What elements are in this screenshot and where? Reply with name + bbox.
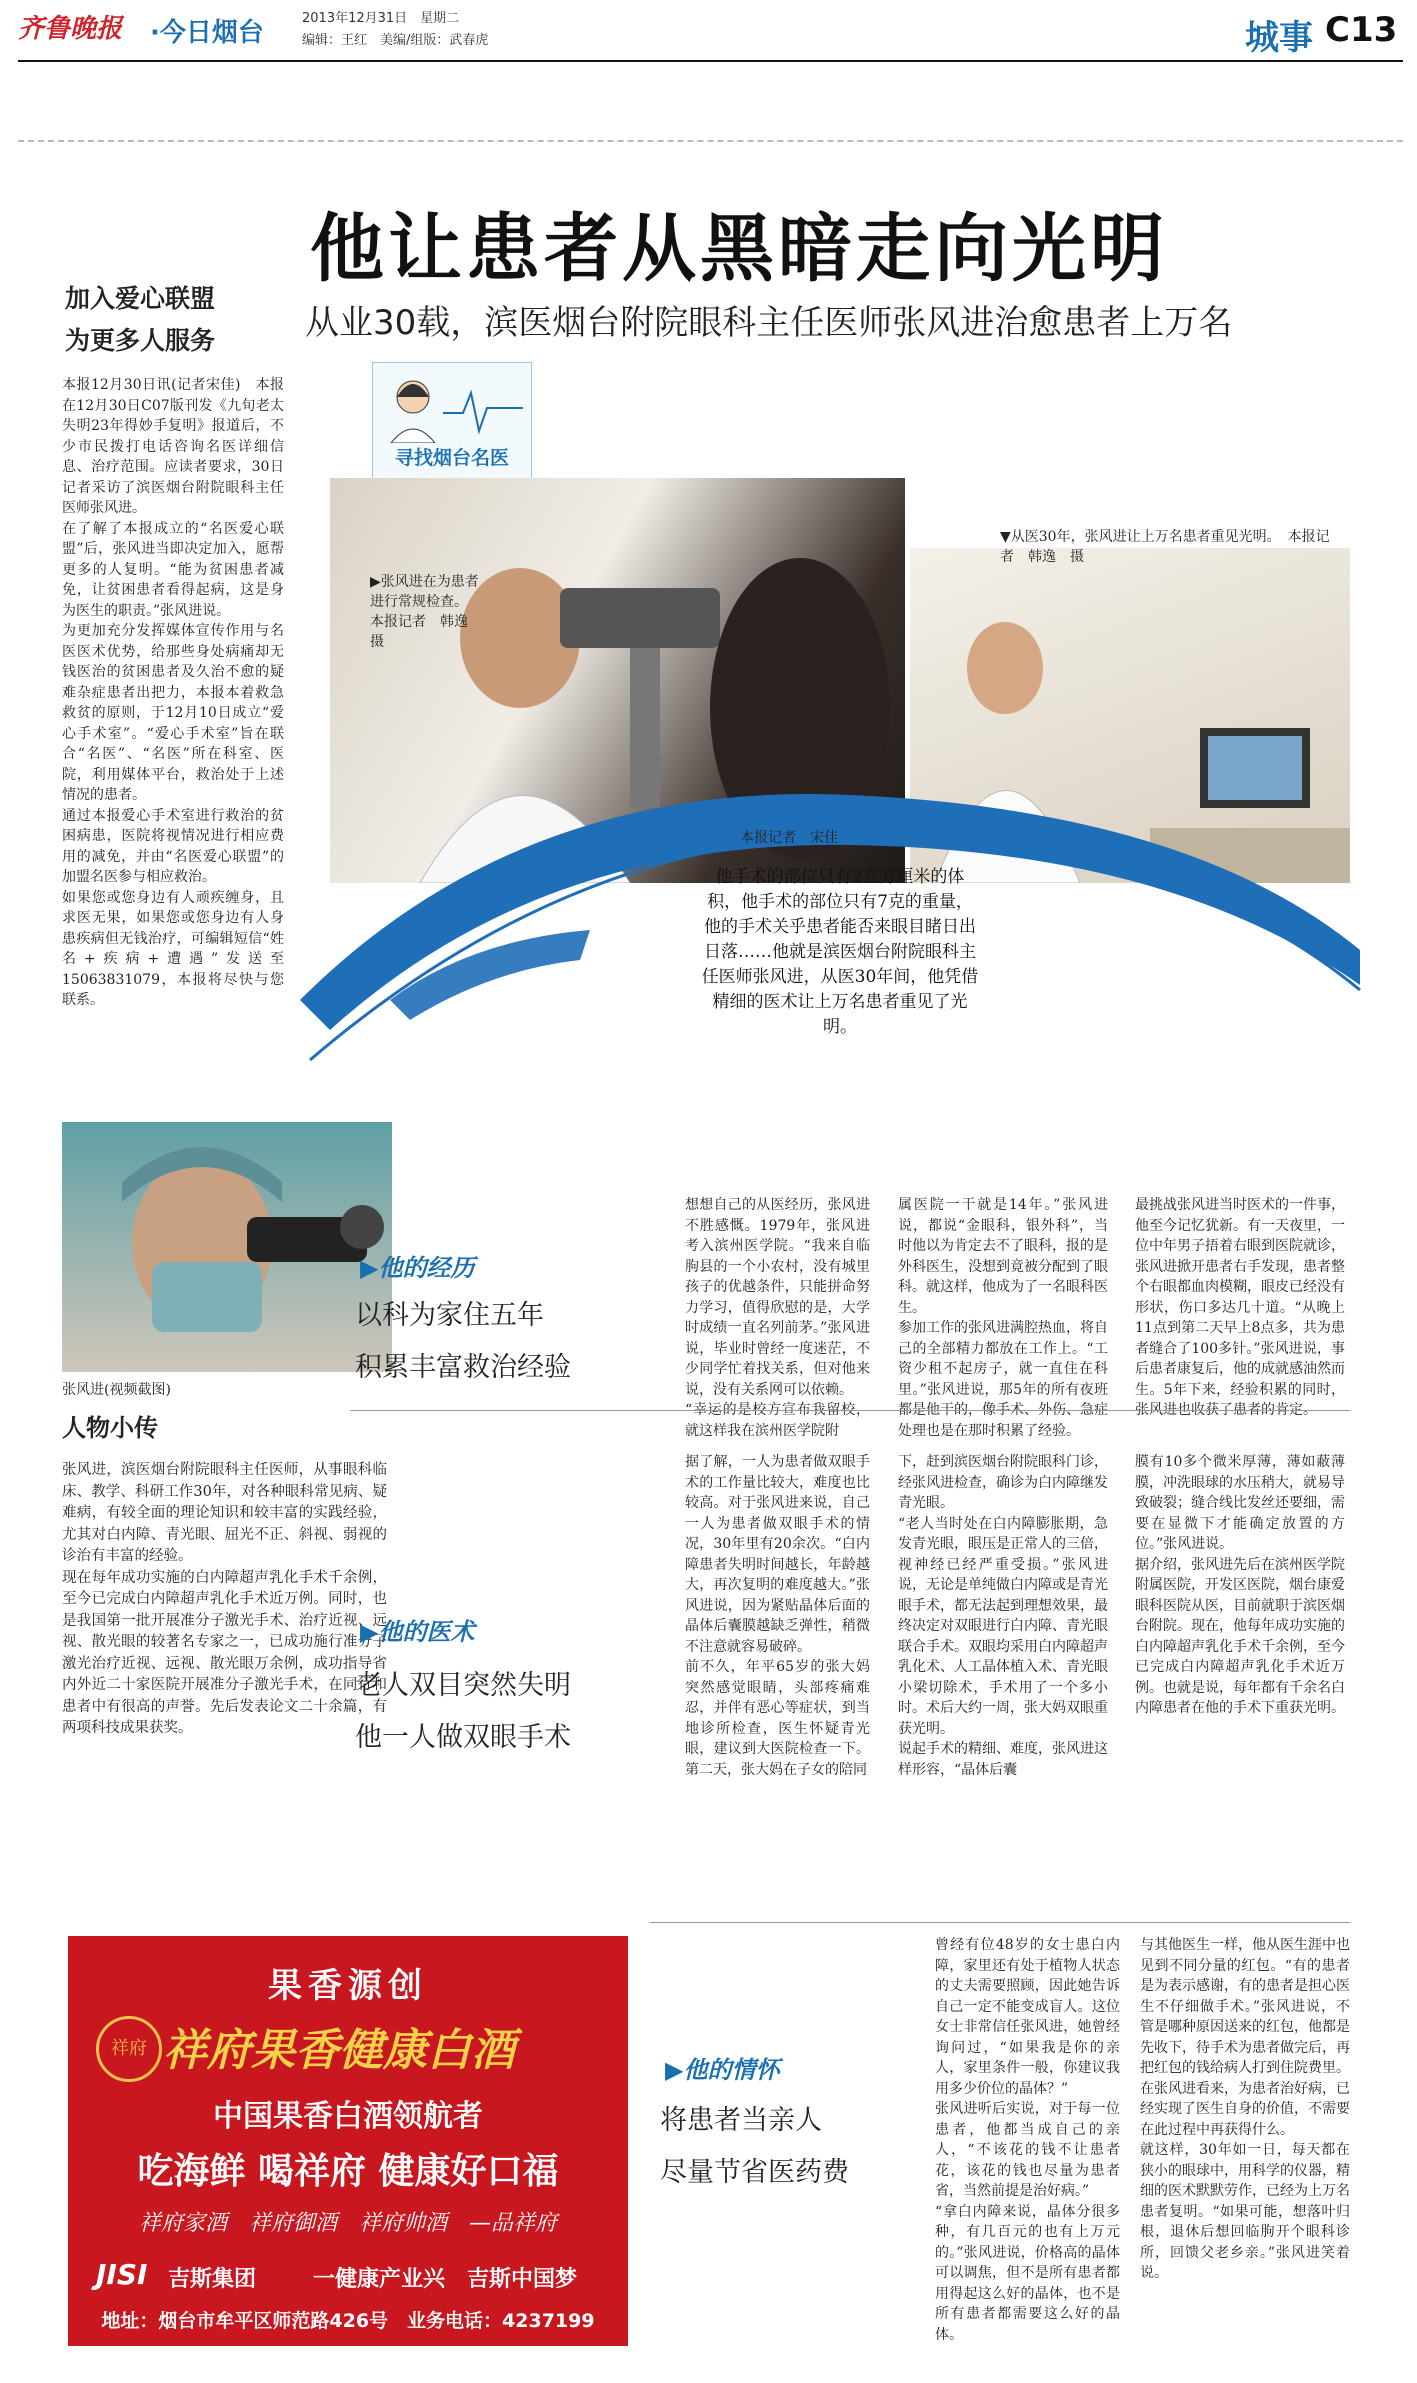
jisi-logo-icon: JISI [96, 2258, 148, 2291]
doctor-illustration-icon [373, 363, 531, 443]
ad-group: 吉斯集团 [168, 2267, 257, 2292]
issue-date: 2013年12月31日 星期二 [302, 11, 460, 26]
photo-caption-office: ▼从医30年，张风进让上万名患者重见光明。 本报记者 韩逸 摄 [1000, 529, 1330, 565]
photo-caption-exam: ▶张风进在为患者进行常规检查。 本报记者 韩逸 摄 [370, 574, 482, 650]
sidebar-title [65, 278, 215, 362]
text-column: 最挑战张风进当时医术的一件事，他至今记忆犹新。有一天夜里，一位中年男子捂着右眼到医院就诊，张风进掀开患者右手发现，患者整个右眼都血肉模糊，眼皮已经没有形状，伤口多达几十道。“从晚上11点到第二天早上8点多，共为患者缝合了100多针。”张风进说，事后患者康复后，他的成就感油然而生。5年下来，经验积累的同时，张风进也收获了患者的肯定。 [1135, 1197, 1345, 1418]
section-subtitle-feelings [660, 2095, 849, 2199]
text-column: 膜有10多个微米厚薄，薄如蔽薄膜，冲洗眼球的水压稍大，就易导致破裂；缝合线比发丝还要细，需要在显微下才能确定放置的方位。”张风进说。 据介绍，张风进先后在滨州医学院附属医院，开发区医院，烟台康爱眼科医院从医，目前就职于滨医烟台附院。现在，他每年成功实施的白内障超声乳化手术千余例，至今已完成白内障超声乳化手术近万例。也就是说，每年都有千余名白内障患者在他的手术下重获光明。 [1135, 1454, 1345, 1716]
section-label-experience: ▶他的经历 [360, 1254, 475, 1282]
headline: 他让患者从黑暗走向光明 [310, 206, 1168, 292]
section-subtitle-line: 尽量节省医药费 [660, 2157, 849, 2188]
ad-address: 地址：烟台市牟平区师范路426号 业务电话：4237199 [101, 2310, 595, 2332]
text-column: 想想自己的从医经历，张风进不胜感慨。1979年，张风进考入滨州医学院。“我来自临朐县的一个小农村，没有城里孩子的优越条件，只能拼命努力学习，值得欣慰的是，大学时成绩一直名列前茅。”张风进说，毕业时曾经一度迷茫，不少同学忙着找关系，但对他来说，没有关系网可以依赖。 “幸运的是校方宣布我留校，就这样我在滨州医学院附 [685, 1197, 870, 1439]
page-number: C13 [1325, 10, 1398, 50]
find-doctor-badge [372, 362, 532, 479]
ad-brand: 祥府果香健康白酒 [163, 2025, 515, 2076]
section-label-skill: ▶他的医术 [360, 1618, 475, 1646]
section-name: ·今日烟台 [150, 18, 264, 48]
sidebar-title-line2: 为更多人服务 [65, 326, 216, 355]
section-subtitle-line: 老人双目突然失明 [355, 1670, 571, 1701]
text-column: 据了解，一人为患者做双眼手术的工作量比较大，难度也比较高。对于张风进来说，自己一人为患者做双眼手术的情况，30年里有20余次。“白内障患者失明时间越长，年龄越大，再次复明的难度越大。”张风进说，因为紧贴晶体后面的晶体后囊膜越缺乏弹性，稍微不注意就容易破碎。 前不久，年平65岁的张大妈突然感觉眼睛，头部疼痛难忍，并伴有恶心等症状，到当地诊所检查，医生怀疑青光眼，建议到大医院检查一下。第二天，张大妈在子女的陪同 [685, 1454, 870, 1778]
text-column: 与其他医生一样，他从医生涯中也见到不同分量的红包。“有的患者是为表示感谢，有的患者是担心医生不仔细做手术。”张风进说，不管是哪种原因送来的红包，他都是先收下，待手术为患者做完后，再把红包的钱给病人打到住院费里。在张风进看来，为患者治好病，已经实现了医生自身的价值，不需要在此过程中再获得什么。 就这样，30年如一日，每天都在狭小的眼球中，用科学的仪器，精细的医术默默劳作，已经为上万名患者复明。“如果可能，想落叶归根，退休后想回临朐开个眼科诊所，回馈父老乡亲。”张风进笑着说。 [1140, 1937, 1350, 2281]
section-subtitle-line: 将患者当亲人 [660, 2105, 822, 2136]
profile-title: 人物小传 [62, 1414, 158, 1442]
header-rule [18, 60, 1403, 62]
badge-label: 寻找烟台名医 [394, 447, 509, 469]
sidebar-body: 本报12月30日讯(记者宋佳) 本报在12月30日C07版刊发《九旬老太失明23年得妙手复明》报道后，不少市民拨打电话咨询名医详细信息、治疗范围。应读者要求，30日记者采访了滨医烟台附院眼科主任医师张风进。 在了解了本报成立的“名医爱心联盟”后，张风进当即决定加入，愿帮更多的人复明。“能为贫困患者减免，让贫困患者看得起病，这是身为医生的职责。”张风进说。 为更加充分发挥媒体宣传作用与名医医术优势，给那些身处病痛却无钱医治的贫困患者及久治不愈的疑难杂症患者出把力，本报本着救急救贫的原则，于12月10日成立“爱心手术室”。“爱心手术室”旨在联合“名医”、“名医”所在科室、医院，利用媒体平台，救治处于上述情况的患者。 通过本报爱心手术室进行救治的贫困病患，医院将视情况进行相应费用的减免，并由“名医爱心联盟”的加盟名医参与相应救治。 如果您或您身边有人顽疾缠身，且求医无果，如果您或您身边有人身患疾病但无钱治疗，可编辑短信“姓名+疾病+遭遇”发送至15063831079，本报将尽快与您联系。 [62, 377, 284, 1008]
section-divider [350, 1410, 1350, 1411]
surgeon-portrait-icon [62, 1122, 392, 1372]
portrait-caption: 张风进(视频截图) [62, 1382, 171, 1398]
brand-seal-icon: 祥府 [96, 2016, 162, 2082]
editors-line: 编辑：王红 美编/组版：武春虎 [302, 33, 489, 48]
text-column: 曾经有位48岁的女士患白内障，家里还有处于植物人状态的丈夫需要照顾，因此她告诉自己一定不能变成盲人。这位女士非常信任张风进，她曾经询问过，“如果我是你的亲人，家里条件一般，你建议我用多少价位的晶体？” 张风进听后实说，对于每一位患者，他都当成自己的亲人，“不该花的钱不让患者花，该花的钱也尽量为患者省，当然前提是治好病。” “拿白内障来说，晶体分很多种，有几百元的也有上万元的。”张风进说，价格高的晶体可以调焦，但不是所有患者都用得起这么好的晶体，也不是所有患者都需要这么好的晶体。 [935, 1937, 1120, 2343]
top-divider [18, 140, 1403, 142]
ad-line3: 吃海鲜 喝祥府 健康好口福 [137, 2151, 559, 2192]
section-subtitle-line: 以科为家住五年 [355, 1300, 544, 1331]
text-column: 下，赶到滨医烟台附院眼科门诊，经张风进检查，确诊为白内障继发青光眼。 “老人当时处在白内障膨胀期，急发青光眼，眼压是正常人的三倍，视神经已经严重受损。”张风进说，无论是单纯做白内障或是青光眼手术，都无法起到理想效果，最终决定对双眼进行白内障、青光眼联合手术。双眼均采用白内障超声乳化术、人工晶体植入术、青光眼小梁切除术，手术用了一个多小时。术后大约一周，张大妈双眼重获光明。 说起手术的精细、难度，张风进这样形容，“晶体后囊 [898, 1454, 1108, 1778]
intro-paragraph: 他手术的部位只有2立方厘米的体积，他手术的部位只有7克的重量，他的手术关乎患者能否来眼目睹日出日落……他就是滨医烟台附院眼科主任医师张风进，从医30年间，他凭借精细的医术让上万名患者重见了光明。 [701, 867, 979, 1037]
section-divider [650, 1922, 1350, 1923]
text-column: 属医院一干就是14年。”张风进说，都说“金眼科，银外科”，当时他以为肯定去不了眼科，报的是外科医生，没想到竟被分配到了眼科。就这样，他成为了一名眼科医生。 参加工作的张风进满腔热血，将自己的全部精力都放在工作上。“工资少租不起房子，就一直住在科里。”张风进说，那5年的所有夜班都是他干的，像手术、外伤、急症处理也是在那时积累了经验。 [898, 1197, 1108, 1439]
advertisement [68, 1936, 628, 2346]
issue-meta [302, 8, 488, 52]
profile-body: 张风进，滨医烟台附院眼科主任医师，从事眼科临床、教学、科研工作30年，对各种眼科常见病、疑难病，有较全面的理论知识和较丰富的实践经验，尤其对白内障、青光眼、屈光不正、斜视、弱视的诊治有丰富的经验。 现在每年成功实施的白内障超声乳化手术千余例，至今已完成白内障超声乳化手术近万例。同时，也是我国第一批开展准分子激光手术、治疗近视、远视、散光眼的较著名专家之一，已成功施行准分子激光治疗近视、远视、散光眼万余例，成功指导省内外近二十家医院开展准分子激光手术，在同行和患者中有很高的声誉。先后发表论文二十余篇，有两项科技成果获奖。 [62, 1462, 387, 1736]
ad-line2: 中国果香白酒领航者 [213, 2099, 483, 2134]
sidebar-title-line1: 加入爱心联盟 [65, 284, 216, 313]
section-label-feelings: ▶他的情怀 [665, 2056, 780, 2084]
section-subtitle-experience [355, 1290, 571, 1394]
section-subtitle-line: 他一人做双眼手术 [355, 1722, 571, 1753]
ad-line4: 祥府家酒 祥府御酒 祥府帅酒 —品祥府 [138, 2211, 557, 2236]
section-subtitle-line: 积累丰富救治经验 [355, 1352, 571, 1383]
portrait-photo [62, 1122, 392, 1372]
ad-line1: 果香源创 [268, 1966, 428, 2006]
page-category: 城事 [1245, 18, 1313, 58]
section-subtitle-skill [355, 1660, 571, 1764]
subheadline: 从业30载，滨医烟台附院眼科主任医师张风进治愈患者上万名 [305, 303, 1233, 343]
reporter-credit: 本报记者 宋佳 [740, 830, 838, 846]
ad-slogan: 一健康产业兴 吉斯中国梦 [313, 2267, 578, 2292]
newspaper-logo: 齐鲁晚报 [18, 14, 123, 44]
